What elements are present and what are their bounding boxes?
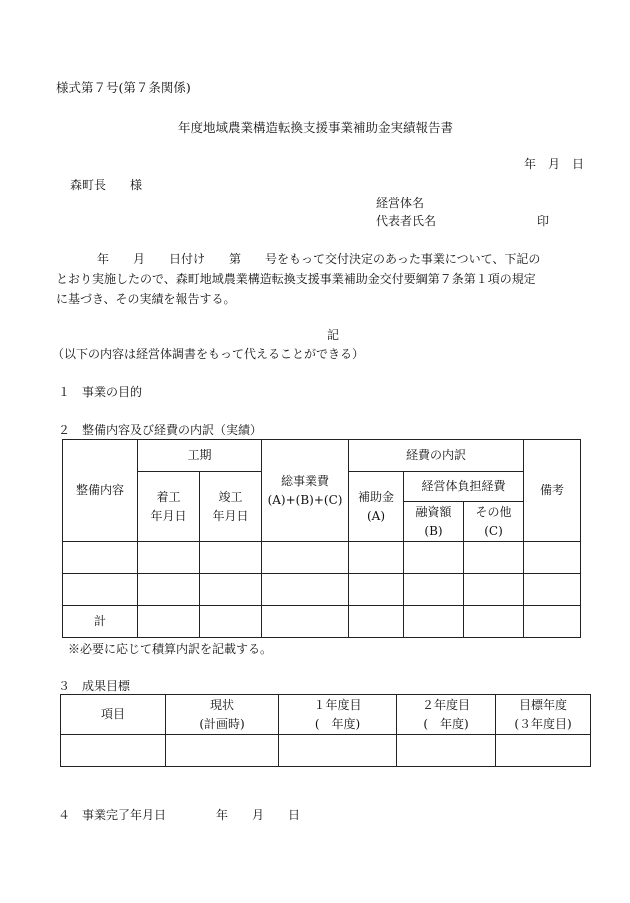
table-row (63, 542, 581, 574)
seal-mark: 印 (537, 214, 550, 228)
col-header-target-year: 目標年度 (３年度目) (496, 695, 591, 735)
body-line-1: 年 月 日付け 第 号をもって交付決定のあった事業について、下記の (97, 252, 541, 266)
note-substitution: （以下の内容は経営体調書をもって代えることができる） (52, 347, 365, 361)
col-header-total: 総事業費 (A)+(B)+(C) (262, 440, 349, 542)
section-2-heading: ２ 整備内容及び経費の内訳（実績） (58, 423, 263, 437)
col-header-remarks: 備考 (524, 440, 581, 542)
col-header-year-2: ２年度目 ( 年度) (397, 695, 496, 735)
document-title: 年度地域農業構造転換支援事業補助金実績報告書 (178, 120, 454, 135)
section-1-heading: １ 事業の目的 (58, 385, 143, 399)
col-header-start: 着工 年月日 (138, 472, 200, 542)
addressee: 森町長 様 (70, 178, 143, 192)
col-header-end: 竣工 年月日 (200, 472, 262, 542)
col-header-year-1: １年度目 ( 年度) (279, 695, 397, 735)
total-row (63, 606, 581, 638)
form-number: 様式第７号(第７条関係) (56, 80, 191, 95)
col-header-current: 現状 (計画時) (166, 695, 279, 735)
section-3-heading: ３ 成果目標 (58, 679, 131, 693)
table-2-note: ※必要に応じて積算内訳を記載する。 (68, 642, 273, 656)
col-header-item: 項目 (61, 695, 166, 735)
entity-name-label: 経営体名 (376, 196, 425, 210)
col-header-burden: 経営体負担経費 (404, 472, 524, 502)
total-row-label: 計 (63, 606, 138, 638)
ki-heading: 記 (327, 328, 340, 342)
col-header-period: 工期 (138, 440, 262, 472)
col-header-other: その他 (C) (464, 502, 524, 542)
section-4-heading: ４ 事業完了年月日 (58, 808, 167, 822)
col-header-loan: 融資額 (B) (404, 502, 464, 542)
table-row (63, 574, 581, 606)
representative-label: 代表者氏名 (376, 214, 437, 228)
col-header-content: 整備内容 (63, 440, 138, 542)
body-line-3: に基づき、その実績を報告する。 (56, 292, 236, 306)
body-line-2: とおり実施したので、森町地域農業構造転換支援事業補助金交付要綱第７条第１項の規定 (56, 272, 536, 286)
cost-breakdown-table (62, 439, 581, 638)
completion-date: 年 月 日 (216, 808, 301, 822)
table-row (61, 735, 591, 767)
report-date: 年 月 日 (524, 157, 585, 171)
col-header-breakdown: 経費の内訳 (349, 440, 524, 472)
outcome-target-table (60, 694, 591, 767)
col-header-subsidy: 補助金 (A) (349, 472, 404, 542)
